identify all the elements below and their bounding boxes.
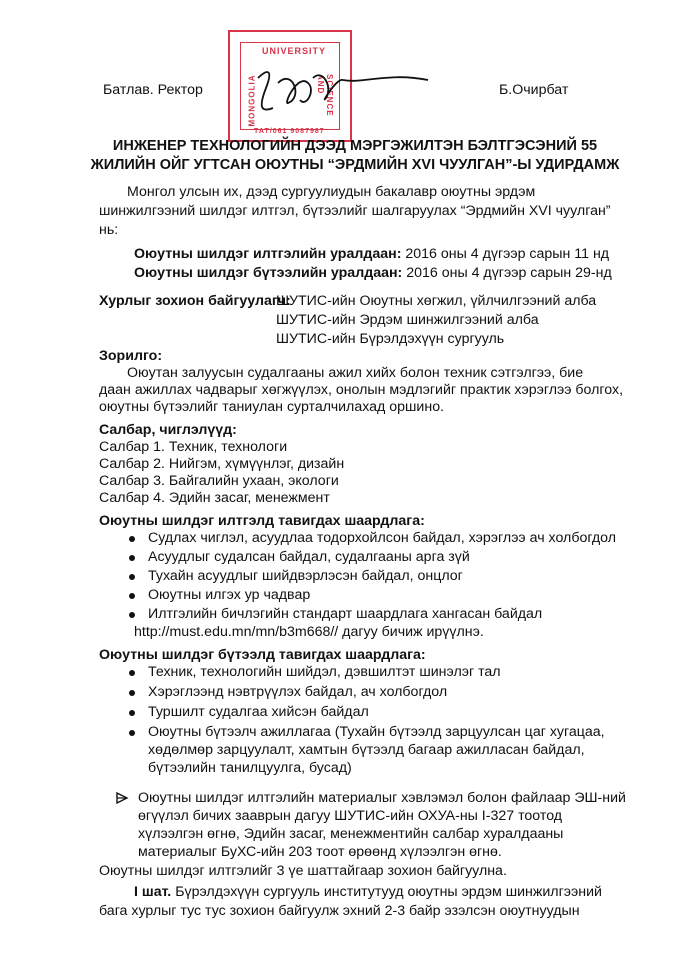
- rector-signature: [238, 58, 438, 128]
- work-requirement-item-cont: хөдөлмөр зарцуулалт, хамтын бүтээлд багаар ажилласан байдал,: [148, 742, 585, 758]
- intro-line-3: нь:: [99, 222, 119, 238]
- bullet-icon: [129, 670, 135, 676]
- report-requirement-item: Тухайн асуудлыг шийдвэрлэсэн байдал, онцлог: [148, 568, 463, 584]
- stamp-right-text: SCIENCE AND: [316, 74, 334, 117]
- section-item: Салбар 2. Нийгэм, хүмүүнлэг, дизайн: [99, 456, 345, 472]
- document-title-line-2: ЖИЛИЙН ОЙГ УГТСАН ОЮУТНЫ “ЭРДМИЙН XVI ЧУУЛГАН”-Ы УДИРДАМЖ: [90, 157, 620, 173]
- stamp-university-text: UNIVERSITY: [262, 46, 327, 56]
- organizer-item: ШУТИС-ийн Бүрэлдэхүүн сургууль: [276, 331, 505, 347]
- goal-heading: Зорилго:: [99, 348, 163, 364]
- work-requirement-item-cont: бүтээлийн танилцуулга, бусад): [148, 760, 352, 776]
- bullet-icon: [129, 730, 135, 736]
- bullet-icon: [129, 593, 135, 599]
- bullet-icon: [129, 536, 135, 542]
- bullet-icon: [129, 612, 135, 618]
- work-requirement-item: Оюутны бүтээлч ажиллагаа (Тухайн бүтээлд зарцуулсан цаг хугацаа,: [148, 724, 605, 740]
- note-line-2: өгүүлэл бичих зааврын дагуу ШУТИС-ийн ОХУА-ны I-327 тоотод: [138, 808, 563, 824]
- work-requirement-item: Туршилт судалгаа хийсэн байдал: [148, 704, 369, 720]
- work-requirement-item: Хэрэглээнд нэвтрүүлэх байдал, ач холбогдол: [148, 684, 448, 700]
- section-item: Салбар 3. Байгалийн ухаан, экологи: [99, 473, 339, 489]
- report-requirements-heading: Оюутны шилдэг илтгэлд тавигдах шаардлага:: [99, 513, 425, 529]
- note-line-4: материалыг БуХС-ийн 203 тоот өрөөнд хүлээлгэн өгнө.: [138, 844, 502, 860]
- contest-report: [134, 245, 609, 264]
- sections-heading: Салбар, чиглэлүүд:: [99, 422, 237, 438]
- section-item: Салбар 1. Техник, технологи: [99, 439, 288, 455]
- work-requirement-item: Техник, технологийн шийдэл, дэвшилтэт шинэлэг тал: [148, 664, 501, 680]
- rector-name: Б.Очирбат: [499, 82, 569, 98]
- stage-1-text: Бүрэлдэхүүн сургууль институтууд оюутны эрдэм шинжилгээний: [171, 884, 602, 900]
- contest-report-date: 2016 оны 4 дүгээр сарын 11 нд: [401, 246, 610, 262]
- note-line-1: Оюутны шилдэг илтгэлийн материалыг хэвлэмэл болон файлаар ЭШ-ний: [138, 790, 626, 806]
- contest-report-label: Оюутны шилдэг илтгэлийн уралдаан:: [134, 246, 402, 262]
- bullet-icon: [129, 710, 135, 716]
- organizer-item: ШУТИС-ийн Эрдэм шинжилгээний алба: [276, 312, 539, 328]
- report-requirement-item: Судлах чиглэл, асуудлаа тодорхойлсон байдал, хэрэглээ ач холбогдол: [148, 530, 617, 546]
- stamp-left-text: MONGOLIA: [247, 74, 257, 127]
- intro-line-2: шинжилгээний шилдэг илтгэл, бүтээлийг шалгаруулах “Эрдмийн XVI чуулган”: [99, 203, 611, 219]
- goal-line-2: даан ажиллах чадварыг хөгжүүлэх, онолын мэдлэгийг практик хэрэглээ болгох,: [99, 382, 624, 398]
- note-line-3: хүлээлгэн өгнө, Эдийн засаг, менежментийн салбар хуралдааны: [138, 826, 564, 842]
- report-requirement-item: Илтгэлийн бичлэгийн стандарт шаардлага хангасан байдал: [148, 606, 543, 622]
- contest-work-label: Оюутны шилдэг бүтээлийн уралдаан:: [134, 265, 403, 281]
- stamp-bottom-text: ТАТ/061 9087987: [254, 128, 325, 135]
- contest-work: [134, 264, 612, 283]
- goal-line-1: Оюутан залуусын судалгааны ажил хийх болон техник сэтгэлгээ, бие: [127, 365, 584, 381]
- intro-line-1: Монгол улсын их, дээд сургуулиудын бакалавр оюутны эрдэм: [127, 184, 536, 200]
- section-item: Салбар 4. Эдийн засаг, менежмент: [99, 490, 330, 506]
- goal-line-3: оюутны бүтээлийг таниулан сурталчилахад оршино.: [99, 399, 445, 415]
- arrow-bullet-icon: [115, 791, 129, 805]
- stage-1: [134, 883, 602, 902]
- stage-1-line-2: бага хурлыг тус тус зохион байгуулж эхний 2-3 байр эзэлсэн оюутнуудын: [99, 903, 580, 919]
- bullet-icon: [129, 574, 135, 580]
- approve-label: Батлав. Ректор: [103, 82, 203, 98]
- document-title-line-1: ИНЖЕНЕР ТЕХНОЛОГИЙН ДЭЭД МЭРГЭЖИЛТЭН БЭЛТГЭСЭНИЙ 55: [112, 138, 598, 154]
- stages-summary: Оюутны шилдэг илтгэлийг 3 үе шаттайгаар зохион байгуулна.: [99, 863, 507, 879]
- bullet-icon: [129, 690, 135, 696]
- stage-1-label: I шат.: [134, 884, 172, 900]
- report-requirement-item: Асуудлыг судалсан байдал, судалгааны арга зүй: [148, 549, 470, 565]
- organizer-item: ШУТИС-ийн Оюутны хөгжил, үйлчилгээний алба: [276, 293, 597, 309]
- organizers-label: Хурлыг зохион байгуулагч:: [99, 293, 291, 309]
- contest-work-date: 2016 оны 4 дүгээр сарын 29-нд: [402, 265, 612, 281]
- report-requirement-item: Оюутны илгэх ур чадвар: [148, 587, 311, 603]
- report-requirement-link: http://must.edu.mn/mn/b3m668// дагуу бичиж ирүүлнэ.: [134, 624, 484, 640]
- bullet-icon: [129, 555, 135, 561]
- work-requirements-heading: Оюутны шилдэг бүтээлд тавигдах шаардлага:: [99, 647, 426, 663]
